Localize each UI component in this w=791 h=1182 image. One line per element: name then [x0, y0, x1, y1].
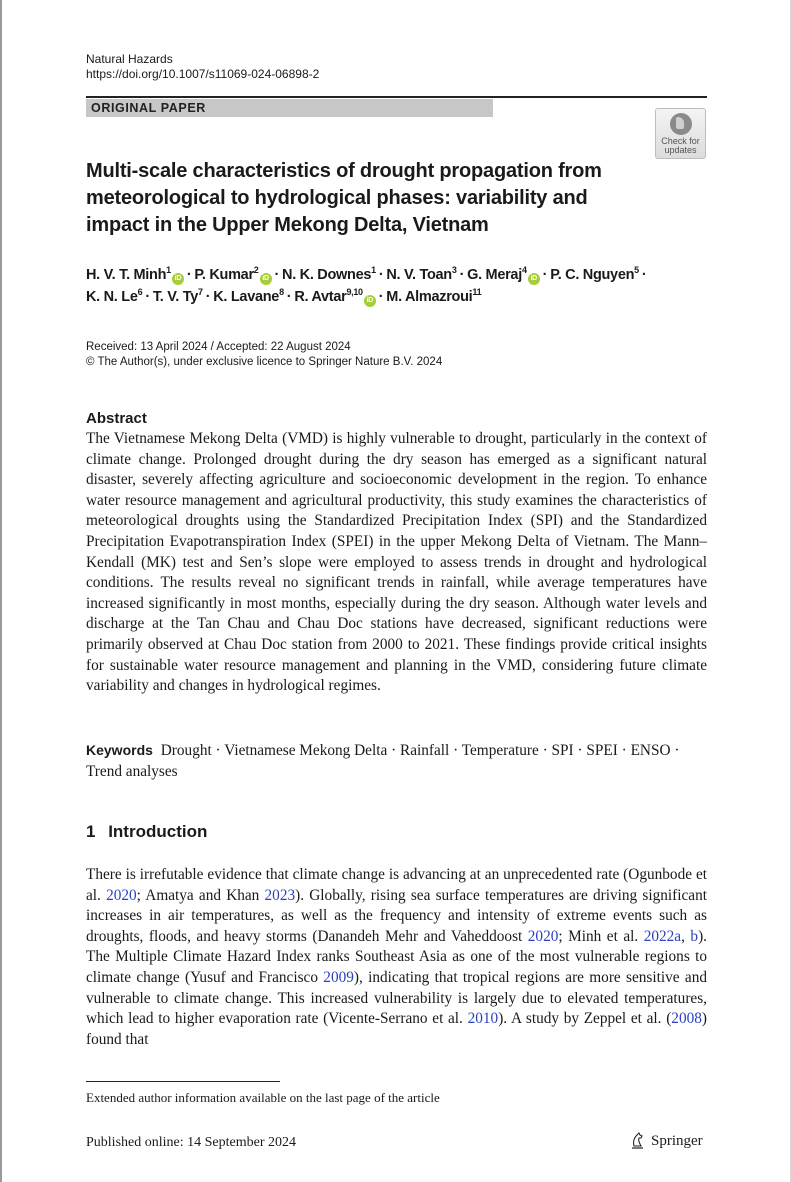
copyright-notice: © The Author(s), under exclusive licence to Springer Nature B.V. 2024 — [86, 356, 443, 368]
author-list — [86, 264, 726, 308]
affiliation-number: 3 — [451, 265, 457, 275]
keywords-list: Drought · Vietnamese Mekong Delta · Rainfall · Temperature · SPI · SPEI · ENSO · Trend analyses — [86, 742, 680, 780]
author-name: N. V. Toan — [386, 267, 452, 283]
affiliation-number: 8 — [279, 287, 284, 297]
affiliation-number: 7 — [198, 287, 203, 297]
section-number: 1 — [86, 822, 96, 841]
header-rule — [86, 96, 707, 98]
author-name: N. K. Downes — [282, 267, 372, 283]
author-name: K. N. Le — [86, 289, 138, 305]
affiliation-number: 1 — [371, 265, 376, 275]
author-separator: · — [205, 289, 211, 305]
section-title: Introduction — [108, 822, 208, 841]
citation-link[interactable]: 2020 — [527, 927, 559, 945]
check-updates-label: Check for updates — [661, 136, 700, 155]
orcid-icon[interactable]: iD — [260, 273, 272, 285]
body-text: ). The Multiple Climate Hazard Index ranks Southeast Asia as one of the most vulnerable regions to climate change (Yusuf and Francisco — [86, 927, 707, 986]
introduction-paragraph — [86, 865, 707, 1050]
author-separator: · — [274, 267, 280, 283]
section-heading-introduction — [86, 822, 207, 842]
body-text: There is irrefutable evidence that climate change is advancing at an unprecedented rate (Ogunbode et al. — [86, 866, 707, 904]
page-edge-left — [0, 0, 2, 1182]
author-separator: · — [186, 267, 192, 283]
affiliation-number: 2 — [253, 265, 259, 275]
author-separator: · — [145, 289, 150, 305]
author-separator: · — [542, 267, 548, 283]
affiliation-number: 9,10 — [346, 287, 363, 297]
citation-link[interactable]: 2023 — [264, 886, 296, 904]
abstract-text: The Vietnamese Mekong Delta (VMD) is highly vulnerable to drought, particularly in the context of climate change. Prolonged drought during the dry season has emerged as a significant natural disaster, severely affecting agriculture and socioeconomic development in the region. To enhance water resource management and agricultural productivity, this study examines the characteristics of meteorological droughts using the Standardized Precipitation Index (SPI) and the Standardized Precipitation Evapotranspiration Index (SPEI) in the upper Mekong Delta of Vietnam. The Mann–Kendall (MK) test and Sen’s slope were employed to assess trends in drought and hydrological conditions. The results reveal no significant trends in rainfall, while average temperatures have increased significantly in most months, especially during the dry season. Although water levels and discharge at the Tan Chau and Chau Doc stations have decreased, significant reductions were primarily observed at Chau Doc station from 2000 to 2021. These findings provide critical insights for sustainable water resource management and planning in the VMD, considering future climate variability and changes in hydrological regimes. — [86, 430, 707, 695]
author-separator: · — [641, 267, 647, 283]
footnote-author-info: Extended author information available on the last page of the article — [86, 1090, 440, 1105]
body-text: ) found that — [86, 1010, 707, 1048]
author-separator: · — [286, 289, 292, 305]
affiliation-number: 6 — [137, 287, 143, 297]
abstract-heading: Abstract — [86, 410, 147, 427]
footnote-rule — [86, 1081, 280, 1082]
orcid-icon[interactable]: iD — [528, 273, 540, 285]
publisher-name: Springer — [651, 1132, 703, 1149]
author-name: H. V. T. Minh — [86, 267, 167, 283]
keywords-label: Keywords — [86, 742, 153, 758]
journal-name: Natural Hazards — [86, 52, 173, 66]
citation-link[interactable]: 2022a — [643, 927, 682, 945]
body-text: ). A study by Zeppel et al. ( — [498, 1010, 672, 1028]
check-updates-icon — [670, 113, 692, 135]
paper-type-label: ORIGINAL PAPER — [91, 101, 206, 115]
author-name: K. Lavane — [213, 289, 280, 305]
check-for-updates-button[interactable] — [655, 108, 706, 159]
citation-link[interactable]: b — [690, 927, 699, 945]
author-separator: · — [459, 267, 465, 283]
author-name: P. Kumar — [194, 267, 254, 283]
journal-header — [86, 52, 319, 82]
citation-link[interactable]: 2009 — [323, 968, 354, 986]
body-text: , — [681, 927, 691, 945]
affiliation-number: 4 — [521, 265, 527, 275]
author-name: R. Avtar — [294, 289, 347, 305]
body-text: ). Globally, rising sea surface temperatures are driving significant increases in air temperatures, as well as the frequency and intensity of extreme events such as droughts, floods, and heavy storms (Danandeh Mehr and Vaheddoost — [86, 886, 707, 945]
citation-link[interactable]: 2020 — [106, 886, 137, 904]
author-name: M. Almazroui — [386, 289, 473, 305]
affiliation-number: 1 — [166, 265, 171, 275]
body-text: ; Amatya and Khan — [136, 886, 265, 904]
body-text: ), indicating that tropical regions are more sensitive and vulnerable to climate change. This increased vulnerability is largely due to elevated temperatures, which lead to higher evaporation rate (Vicente-Serrano et al. — [86, 968, 707, 1028]
author-name: P. C. Nguyen — [550, 267, 635, 283]
publisher-logo — [630, 1132, 703, 1150]
keywords — [86, 740, 707, 782]
orcid-icon[interactable]: iD — [172, 273, 184, 285]
orcid-icon[interactable]: iD — [364, 295, 376, 307]
paper-title: Multi-scale characteristics of drought propagation from meteorological to hydrological phases: variability and impact in the Upper Mekong Delta, Vietnam — [86, 160, 602, 236]
article-dates — [86, 340, 442, 370]
doi-link[interactable]: https://doi.org/10.1007/s11069-024-06898-2 — [86, 67, 320, 81]
affiliation-number: 11 — [472, 287, 482, 297]
author-separator: · — [378, 289, 384, 305]
springer-horse-icon — [630, 1132, 645, 1150]
citation-link[interactable]: 2010 — [467, 1010, 499, 1028]
author-name: T. V. Ty — [152, 289, 198, 305]
author-name: G. Meraj — [467, 267, 522, 283]
citation-link[interactable]: 2008 — [671, 1010, 702, 1028]
author-separator: · — [378, 267, 384, 283]
received-accepted-dates: Received: 13 April 2024 / Accepted: 22 August 2024 — [86, 341, 351, 353]
body-text: ; Minh et al. — [558, 927, 644, 945]
published-online-date: Published online: 14 September 2024 — [86, 1135, 296, 1150]
affiliation-number: 5 — [634, 265, 639, 275]
